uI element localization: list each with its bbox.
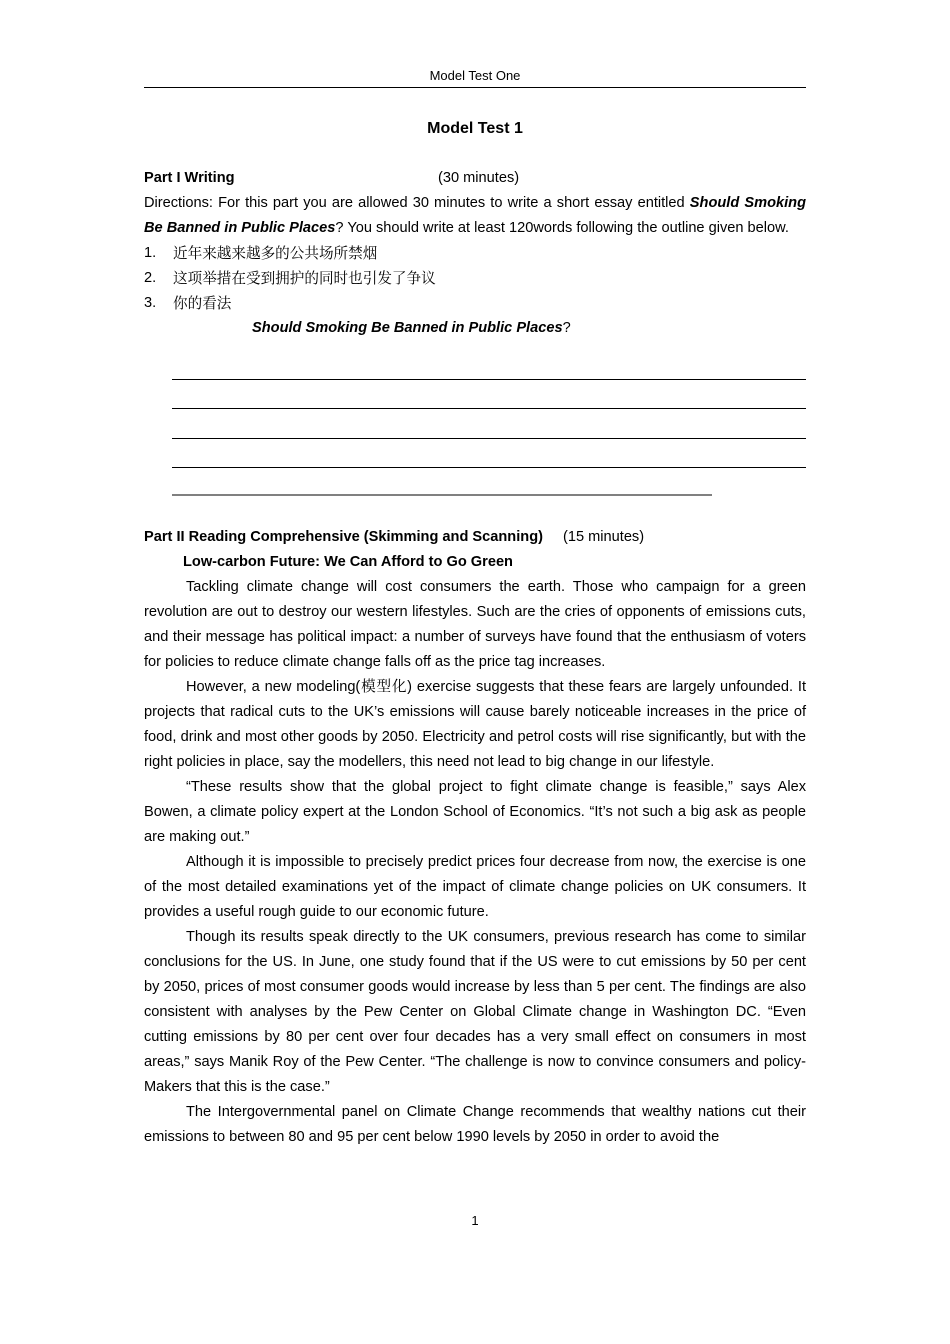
main-content — [144, 166, 806, 1150]
outline-item: 1. 近年来越来越多的公共场所禁烟 — [144, 245, 378, 262]
part2-time: (15 minutes) — [562, 529, 645, 545]
article-paragraph: “These results show that the global project to fight climate change is feasible,” says Alex Bowen, a climate policy expert at the London School of Economics. “It’s not such a big ask as people are making out.” — [144, 779, 806, 845]
article-paragraph: Tackling climate change will cost consumers the earth. Those who campaign for a green revolution are out to destroy our western lifestyles. Such are the cries of opponents of emissions cuts, and their message has political impact: a number of surveys have found that the enthusiasm of voters for policies to reduce climate change falls off as the price tag increases. — [144, 579, 806, 670]
writing-line — [172, 350, 806, 380]
writing-line — [172, 380, 806, 410]
article-title: Low-carbon Future: We Can Afford to Go Green — [183, 554, 513, 570]
part1-directions — [144, 191, 806, 241]
outline-list — [144, 241, 806, 316]
article-paragraph: The Intergovernmental panel on Climate Change recommends that wealthy nations cut their emissions to between 80 and 95 per cent below 1990 levels by 2050 in order to avoid the — [144, 1104, 806, 1145]
essay-title-line: Should Smoking Be Banned in Public Places? — [252, 320, 571, 336]
essay-title: Should Smoking Be Banned in Public Places — [144, 195, 806, 236]
article-paragraph: However, a new modeling(模型化) exercise suggests that these fears are largely unfounded. It projects that radical cuts to the UK’s emissions will cause barely noticeable increases in the price of food, drink and most other goods by 2050. Electricity and petrol costs will rise significantly, but with the right policies in place, say the modellers, this need not lead to big change in our lifestyle. — [144, 679, 806, 770]
writing-line — [172, 409, 806, 439]
directions-end: ? You should write at least 120words following the outline given below. — [335, 220, 789, 236]
header-rule — [144, 87, 806, 88]
part1-time: (30 minutes) — [438, 170, 520, 186]
writing-line — [172, 439, 806, 469]
outline-item: 2. 这项举措在受到拥护的同时也引发了争议 — [144, 270, 436, 287]
writing-lines — [172, 350, 806, 507]
part2-heading-row — [144, 525, 806, 550]
dash-line: ———————————————————————————————————— — [172, 486, 712, 503]
part1-heading-row — [144, 166, 806, 191]
page-number: 1 — [471, 1213, 479, 1228]
page-title: Model Test 1 — [427, 120, 523, 137]
part1-heading: Part I Writing — [144, 170, 235, 186]
directions-start: Directions: For this part you are allowed 30 minutes to write a short essay entitled — [144, 195, 690, 211]
part2-heading: Part II Reading Comprehensive (Skimming and Scanning) — [144, 529, 543, 545]
article-paragraph: Though its results speak directly to the UK consumers, previous research has come to similar conclusions for the US. In June, one study found that if the US were to cut emissions by 50 per cent by 2050, prices of most consumer goods would increase by less than 5 per cent. The findings are also consistent with analyses by the Pew Center on Global Climate change in Washington DC. “Even cutting emissions by 80 per cent over four decades has a very small effect on consumers in most areas,” says Manik Roy of the Pew Center. “The challenge is now to convince consumers and policy-Makers that this is the case.” — [144, 929, 806, 1095]
running-header: Model Test One — [429, 68, 521, 83]
outline-item: 3. 你的看法 — [144, 295, 232, 312]
article-paragraph: Although it is impossible to precisely predict prices four decrease from now, the exercise is one of the most detailed examinations yet of the impact of climate change policies on UK consumers. It provides a useful rough guide to our economic future. — [144, 854, 806, 920]
